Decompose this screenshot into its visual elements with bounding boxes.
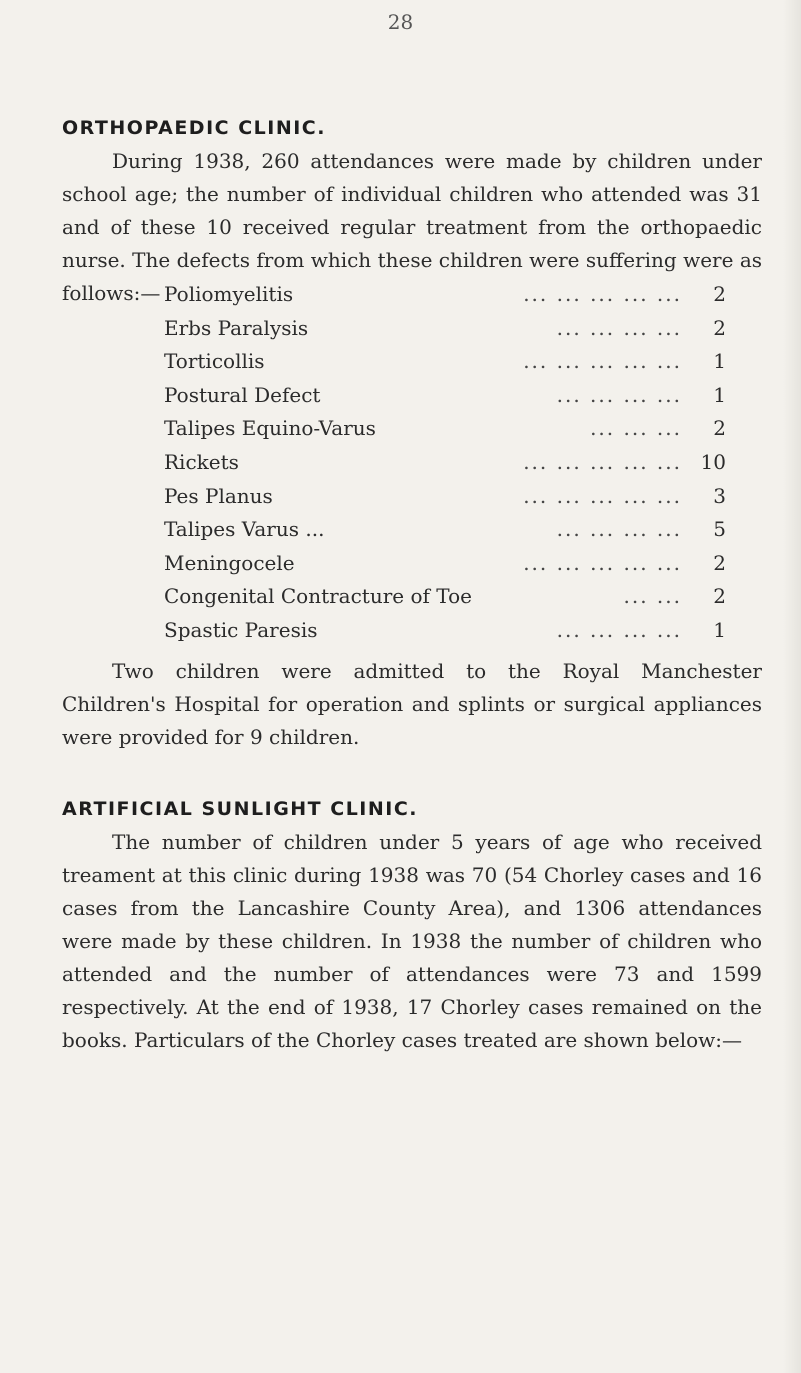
defect-row bbox=[164, 480, 726, 514]
defect-count: 2 bbox=[713, 282, 726, 306]
hospital-admission-paragraph: Two children were admitted to the Royal Manchester Children's Hospital for operation and splints or surgical appliances were provided for 9 children. bbox=[62, 659, 762, 749]
defect-count: 2 bbox=[713, 315, 726, 340]
defect-leader-dots: ... ... ... ... ... bbox=[523, 282, 682, 306]
page-number: 28 bbox=[387, 10, 414, 34]
defect-row bbox=[164, 278, 726, 312]
defect-label: Torticollis bbox=[164, 349, 265, 374]
defect-leader-dots: ... ... ... ... ... bbox=[523, 483, 682, 508]
defect-count: 1 bbox=[713, 617, 726, 642]
defect-leader-dots: ... ... ... bbox=[590, 416, 682, 441]
defect-label: Talipes Varus ... bbox=[164, 517, 325, 542]
defect-leader-dots: ... ... ... ... bbox=[556, 517, 682, 542]
defect-label: Pes Planus bbox=[164, 483, 273, 508]
defect-leader-dots: ... ... ... ... ... bbox=[523, 349, 682, 374]
defect-count: 1 bbox=[713, 349, 726, 374]
defect-label: Poliomyelitis bbox=[164, 282, 294, 306]
defect-leader-dots: ... ... ... ... bbox=[556, 315, 682, 340]
defect-leader-dots: ... ... bbox=[623, 584, 682, 609]
defect-count: 10 bbox=[700, 449, 726, 474]
defect-row bbox=[164, 614, 726, 648]
defect-count: 2 bbox=[713, 550, 726, 575]
defect-leader-dots: ... ... ... ... bbox=[556, 617, 682, 642]
defect-leader-dots: ... ... ... ... ... bbox=[523, 550, 682, 575]
artificial-sunlight-clinic-heading: ARTIFICIAL SUNLIGHT CLINIC. bbox=[62, 798, 419, 820]
defects-list bbox=[164, 278, 726, 648]
defect-row bbox=[164, 580, 726, 614]
orthopaedic-clinic-heading: ORTHOPAEDIC CLINIC. bbox=[62, 117, 326, 139]
defect-label: Congenital Contracture of Toe bbox=[164, 584, 472, 609]
defect-row bbox=[164, 513, 726, 547]
defect-row bbox=[164, 312, 726, 346]
defect-label: Postural Defect bbox=[164, 382, 321, 407]
defect-row bbox=[164, 547, 726, 581]
defect-count: 5 bbox=[713, 517, 726, 542]
defect-label: Meningocele bbox=[164, 550, 295, 575]
page-edge-shadow bbox=[783, 0, 801, 1373]
defect-count: 2 bbox=[713, 416, 726, 441]
orthopaedic-intro-paragraph: During 1938, 260 attendances were made by children under school age; the number of individual children who attended was 31 and of these 10 received regular treatment from the orthopaedic nurse. The defects from which these children were suffering were as follows:— bbox=[62, 149, 762, 305]
defect-row bbox=[164, 446, 726, 480]
defect-row bbox=[164, 379, 726, 413]
defect-count: 2 bbox=[713, 584, 726, 609]
defect-leader-dots: ... ... ... ... bbox=[556, 382, 682, 407]
defect-leader-dots: ... ... ... ... ... bbox=[523, 449, 682, 474]
defect-row bbox=[164, 412, 726, 446]
defect-label: Talipes Equino-Varus bbox=[164, 416, 376, 441]
sunlight-clinic-paragraph: The number of children under 5 years of age who received treament at this clinic during 1938 was 70 (54 Chorley cases and 16 cases from the Lancashire County Area), and 1306 attendances were made by these children. In 1938 the number of children who attended and the number of attendances were 73 and 1599 respectively. At the end of 1938, 17 Chorley cases remained on the books. Particulars of the Chorley cases treated are shown below:— bbox=[62, 830, 762, 1052]
defect-label: Spastic Paresis bbox=[164, 617, 318, 642]
defect-row bbox=[164, 345, 726, 379]
defect-label: Erbs Paralysis bbox=[164, 315, 309, 340]
defect-count: 3 bbox=[713, 483, 726, 508]
defect-count: 1 bbox=[713, 382, 726, 407]
defect-label: Rickets bbox=[164, 449, 239, 474]
